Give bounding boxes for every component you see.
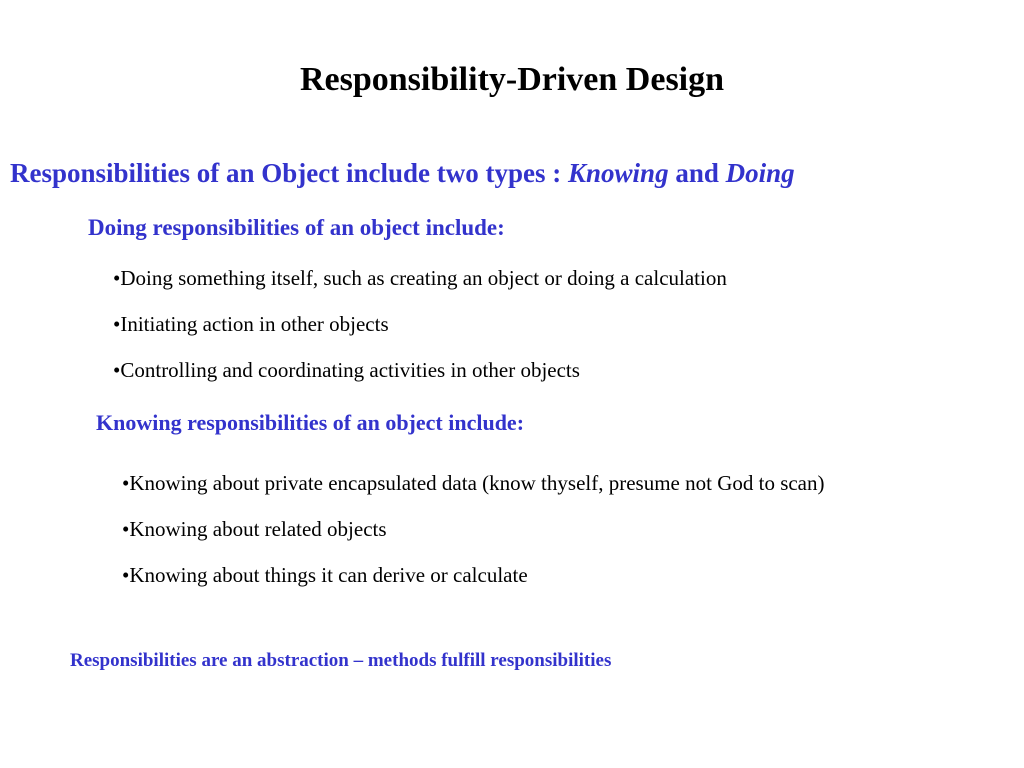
subtitle-connector: and: [668, 158, 726, 188]
doing-bullet-2: •Initiating action in other objects: [113, 312, 389, 336]
doing-section-heading: Doing responsibilities of an object include:: [88, 215, 505, 240]
subtitle-prefix: Responsibilities of an Object include two types :: [10, 158, 569, 188]
subtitle-term-knowing: Knowing: [568, 158, 669, 188]
slide-title: Responsibility-Driven Design: [299, 61, 725, 98]
knowing-bullet-3: •Knowing about things it can derive or calculate: [122, 563, 528, 587]
slide-footer-note: Responsibilities are an abstraction – methods fulfill responsibilities: [70, 650, 612, 671]
doing-bullet-1: •Doing something itself, such as creating an object or doing a calculation: [113, 266, 727, 290]
knowing-bullet-2: •Knowing about related objects: [122, 517, 387, 541]
slide-subtitle: [10, 155, 795, 191]
subtitle-term-doing: Doing: [725, 158, 795, 188]
knowing-section-heading: Knowing responsibilities of an object include:: [96, 410, 525, 435]
doing-bullet-3: •Controlling and coordinating activities in other objects: [113, 358, 580, 382]
knowing-bullet-1: •Knowing about private encapsulated data (know thyself, presume not God to scan): [122, 471, 825, 495]
